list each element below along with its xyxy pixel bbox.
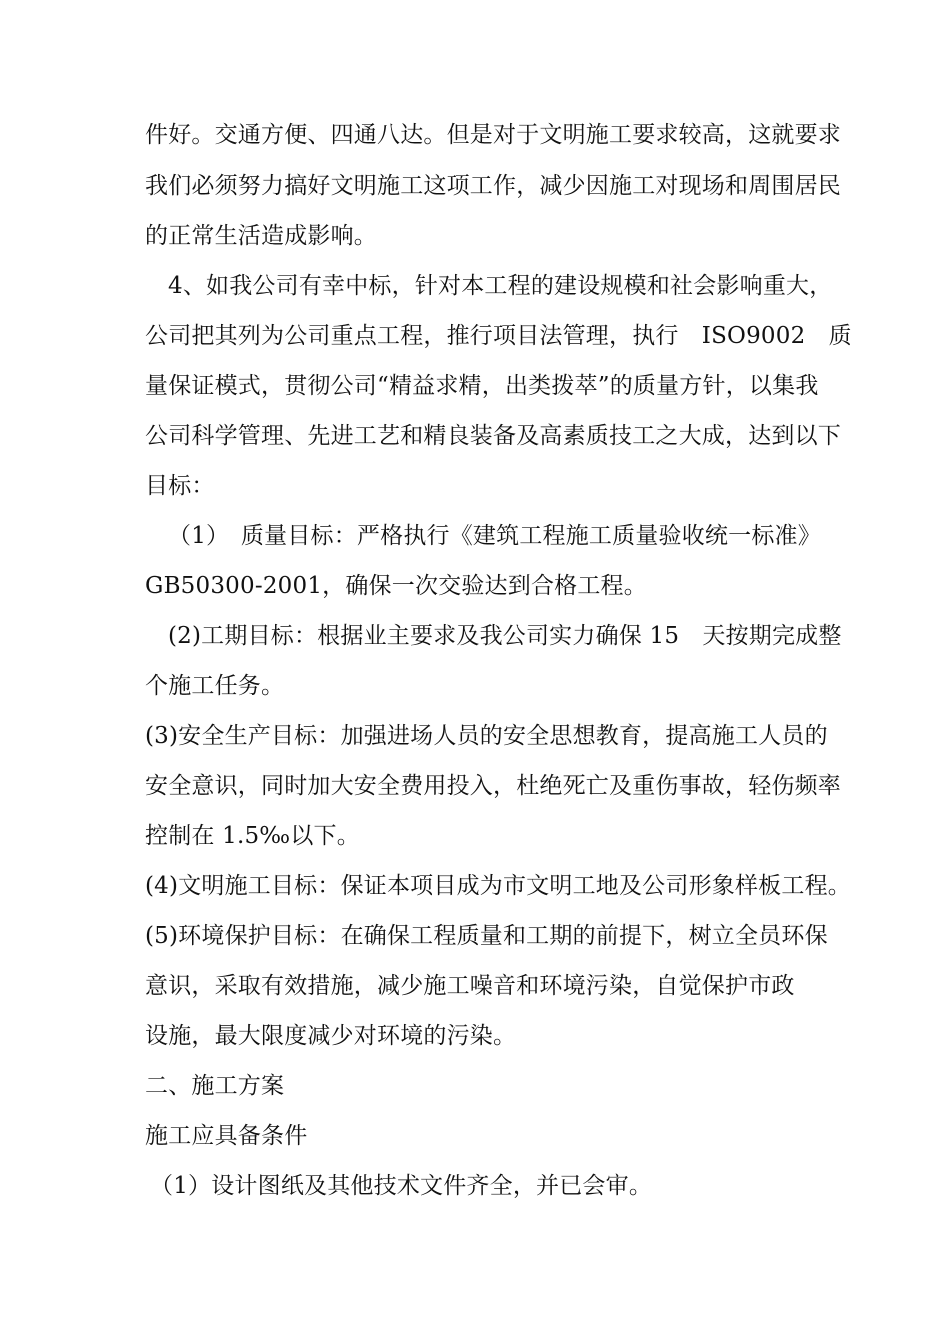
paragraph-line-7: 公司科学管理、先进工艺和精良装备及高素质技工之大成，达到以下 (145, 423, 841, 449)
subsection-heading: 施工应具备条件 (145, 1123, 308, 1149)
paragraph-line-17: (5)环境保护目标：在确保工程质量和工期的前提下，树立全员环保 (145, 923, 828, 949)
paragraph-line-4: 4、如我公司有幸中标，针对本工程的建设规模和社会影响重大， (168, 273, 833, 299)
paragraph-line-18: 意识，采取有效措施，减少施工噪音和环境污染，自觉保护市政 (145, 973, 795, 999)
paragraph-line-8: 目标： (145, 473, 215, 499)
paragraph-line-13: (3)安全生产目标：加强进场人员的安全思想教育，提高施工人员的 (145, 723, 828, 749)
paragraph-line-14: 安全意识，同时加大安全费用投入，杜绝死亡及重伤事故，轻伤频率 (145, 773, 841, 799)
paragraph-line-3: 的正常生活造成影响。 (145, 223, 377, 249)
paragraph-line-1: 件好。交通方便、四通八达。但是对于文明施工要求较高，这就要求 (145, 122, 841, 148)
paragraph-line-5: 公司把其列为公司重点工程，推行项目法管理，执行 ISO9002 质 (145, 323, 852, 349)
paragraph-line-15: 控制在 1.5‰以下。 (145, 823, 360, 849)
paragraph-line-9: （1） 质量目标：严格执行《建筑工程施工质量验收统一标准》 (168, 523, 821, 549)
paragraph-line-19: 设施，最大限度减少对环境的污染。 (145, 1023, 517, 1049)
paragraph-line-16: (4)文明施工目标：保证本项目成为市文明工地及公司形象样板工程。 (145, 873, 851, 899)
section-heading: 二、施工方案 (145, 1073, 285, 1099)
paragraph-line-22: （1）设计图纸及其他技术文件齐全，并已会审。 (150, 1173, 653, 1199)
paragraph-line-2: 我们必须努力搞好文明施工这项工作，减少因施工对现场和周围居民 (145, 173, 841, 199)
paragraph-line-6: 量保证模式，贯彻公司“精益求精，出类拨萃”的质量方针，以集我 (145, 373, 819, 399)
paragraph-line-10: GB50300-2001，确保一次交验达到合格工程。 (145, 573, 647, 599)
paragraph-line-12: 个施工任务。 (145, 673, 285, 699)
paragraph-line-11: (2)工期目标：根据业主要求及我公司实力确保 15 天按期完成整 (168, 623, 842, 649)
